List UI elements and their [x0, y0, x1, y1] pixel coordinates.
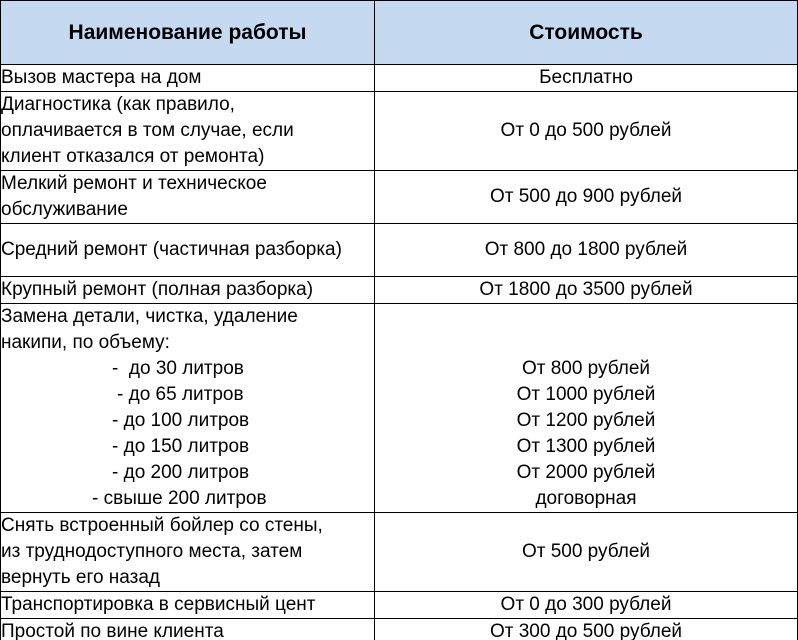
work-cell — [1, 513, 375, 592]
work-cell — [1, 304, 375, 513]
volume-price: От 2000 рублей — [516, 462, 656, 483]
table-row — [1, 171, 798, 224]
work-cell — [1, 65, 375, 92]
table-row — [1, 513, 798, 592]
work-text: Средний ремонт (частичная разборка) — [1, 239, 342, 260]
volume-price-list — [375, 304, 797, 512]
volume-item: - до 65 литров — [117, 384, 244, 405]
work-text: Крупный ремонт (полная разборка) — [1, 279, 314, 300]
price-cell — [375, 304, 798, 513]
price-cell: От 800 до 1800 рублей — [375, 224, 798, 277]
price-cell: От 1800 до 3500 рублей — [375, 277, 798, 304]
work-text: Снять встроенный бойлер со стены, — [1, 515, 323, 536]
work-text: Диагностика (как правило, — [1, 94, 235, 115]
work-cell — [1, 92, 375, 171]
header-work: Наименование работы — [1, 1, 375, 65]
work-cell — [1, 224, 375, 277]
work-text: оплачивается в том случае, если — [1, 120, 294, 141]
work-text: клиент отказался от ремонта) — [1, 146, 265, 167]
volume-price: От 800 рублей — [521, 358, 651, 379]
work-text: обслуживание — [1, 199, 128, 220]
work-text: Вызов мастера на дом — [1, 67, 202, 88]
table-row — [1, 592, 798, 619]
volume-price: От 1200 рублей — [516, 410, 656, 431]
work-text: вернуть его назад — [1, 567, 161, 588]
work-text: Мелкий ремонт и техническое — [1, 173, 267, 194]
work-text: из труднодоступного места, затем — [1, 541, 303, 562]
volume-price: От 1000 рублей — [516, 384, 656, 405]
table-row — [1, 92, 798, 171]
work-text: Транспортировка в сервисный цент — [1, 594, 316, 615]
table-row — [1, 65, 798, 92]
price-cell: Бесплатно — [375, 65, 798, 92]
table-row — [1, 224, 798, 277]
volume-item: - до 100 литров — [112, 410, 250, 431]
volume-price: договорная — [535, 488, 637, 509]
table-row — [1, 619, 798, 640]
work-text: Замена детали, чистка, удаление — [1, 306, 298, 327]
table-row — [1, 304, 798, 513]
price-cell: От 0 до 300 рублей — [375, 592, 798, 619]
work-text: накипи, по объему: — [1, 332, 170, 353]
volume-price: От 1300 рублей — [516, 436, 656, 457]
price-cell: От 500 рублей — [375, 513, 798, 592]
volume-item: - свыше 200 литров — [92, 488, 267, 509]
price-cell: От 500 до 900 рублей — [375, 171, 798, 224]
work-cell — [1, 277, 375, 304]
header-price: Стоимость — [375, 1, 798, 65]
price-cell: От 300 до 500 рублей — [375, 619, 798, 640]
volume-item: - до 30 литров — [112, 358, 244, 379]
volume-item: - до 200 литров — [112, 462, 250, 483]
work-cell — [1, 171, 375, 224]
work-cell — [1, 619, 375, 640]
price-cell: От 0 до 500 рублей — [375, 92, 798, 171]
volume-item: - до 150 литров — [112, 436, 250, 457]
header-row — [1, 1, 798, 65]
work-text: Простой по вине клиента — [1, 621, 224, 640]
table-row — [1, 277, 798, 304]
work-cell — [1, 592, 375, 619]
